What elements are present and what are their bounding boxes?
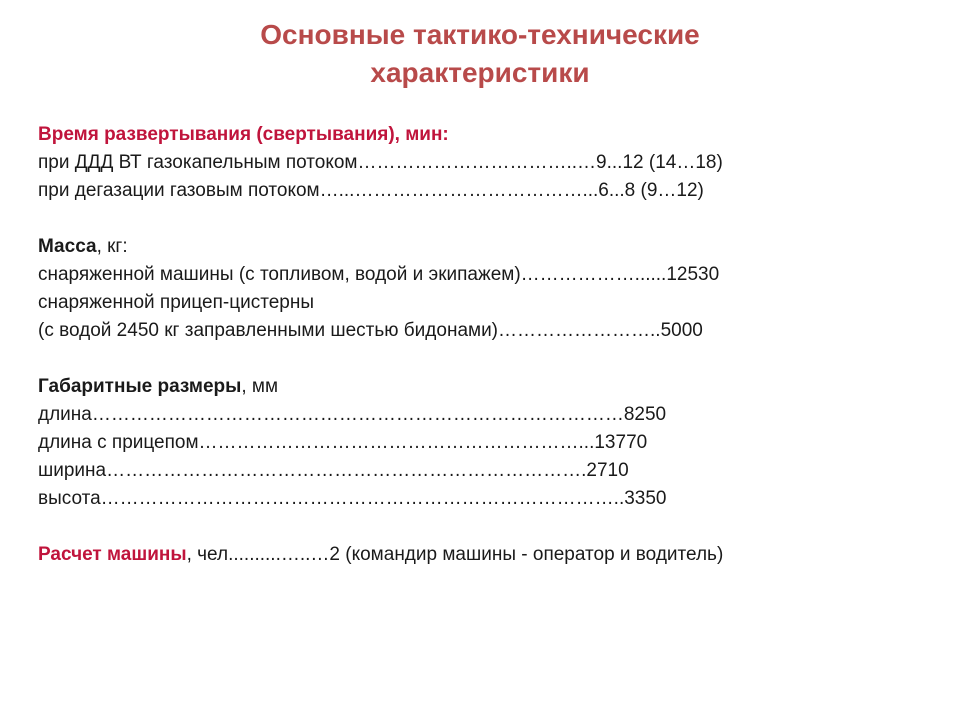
spacer: [38, 345, 938, 373]
mass-heading-line: [38, 233, 938, 261]
dimensions-line-3: ширина………………………………………………………………….2710: [38, 460, 629, 481]
title-line-1: Основные тактико-технические: [260, 19, 700, 50]
title-line-2: характеристики: [370, 57, 590, 88]
dimensions-unit: , мм: [241, 376, 279, 397]
spacer: [38, 205, 938, 233]
dimensions-line-4: высота………………………………………………………………………..3350: [38, 488, 667, 509]
dimensions-line-2: длина с прицепом……………………………………………………...13770: [38, 432, 648, 453]
mass-line-2: снаряженной прицеп-цистерны: [38, 292, 315, 313]
mass-heading: Масса: [38, 236, 97, 257]
specs-body: [38, 121, 938, 569]
mass-line-1: снаряженной машины (с топливом, водой и экипажем)………………......12530: [38, 264, 720, 285]
dimensions-heading: Габаритные размеры: [38, 376, 242, 397]
dimensions-heading-line: [38, 373, 938, 401]
slide-title: [0, 16, 960, 92]
crew-text: , чел..........…..…2 (командир машины - оператор и водитель): [186, 544, 724, 565]
deployment-line-2: при дегазации газовым потоком…...………………………………...6...8 (9…12): [38, 180, 704, 201]
spacer: [38, 513, 938, 541]
mass-unit: , кг:: [96, 236, 128, 257]
mass-line-3: (с водой 2450 кг заправленными шестью бидонами)……………………..5000: [38, 320, 703, 341]
crew-line: [38, 541, 938, 569]
crew-heading: Расчет машины: [38, 544, 187, 565]
deployment-line-1: при ДДД ВТ газокапельным потоком……………………………..…9...12 (14…18): [38, 152, 723, 173]
dimensions-line-1: длина…………………………………………………………………………8250: [38, 404, 667, 425]
deployment-heading: Время развертывания (свертывания), мин:: [38, 124, 449, 145]
